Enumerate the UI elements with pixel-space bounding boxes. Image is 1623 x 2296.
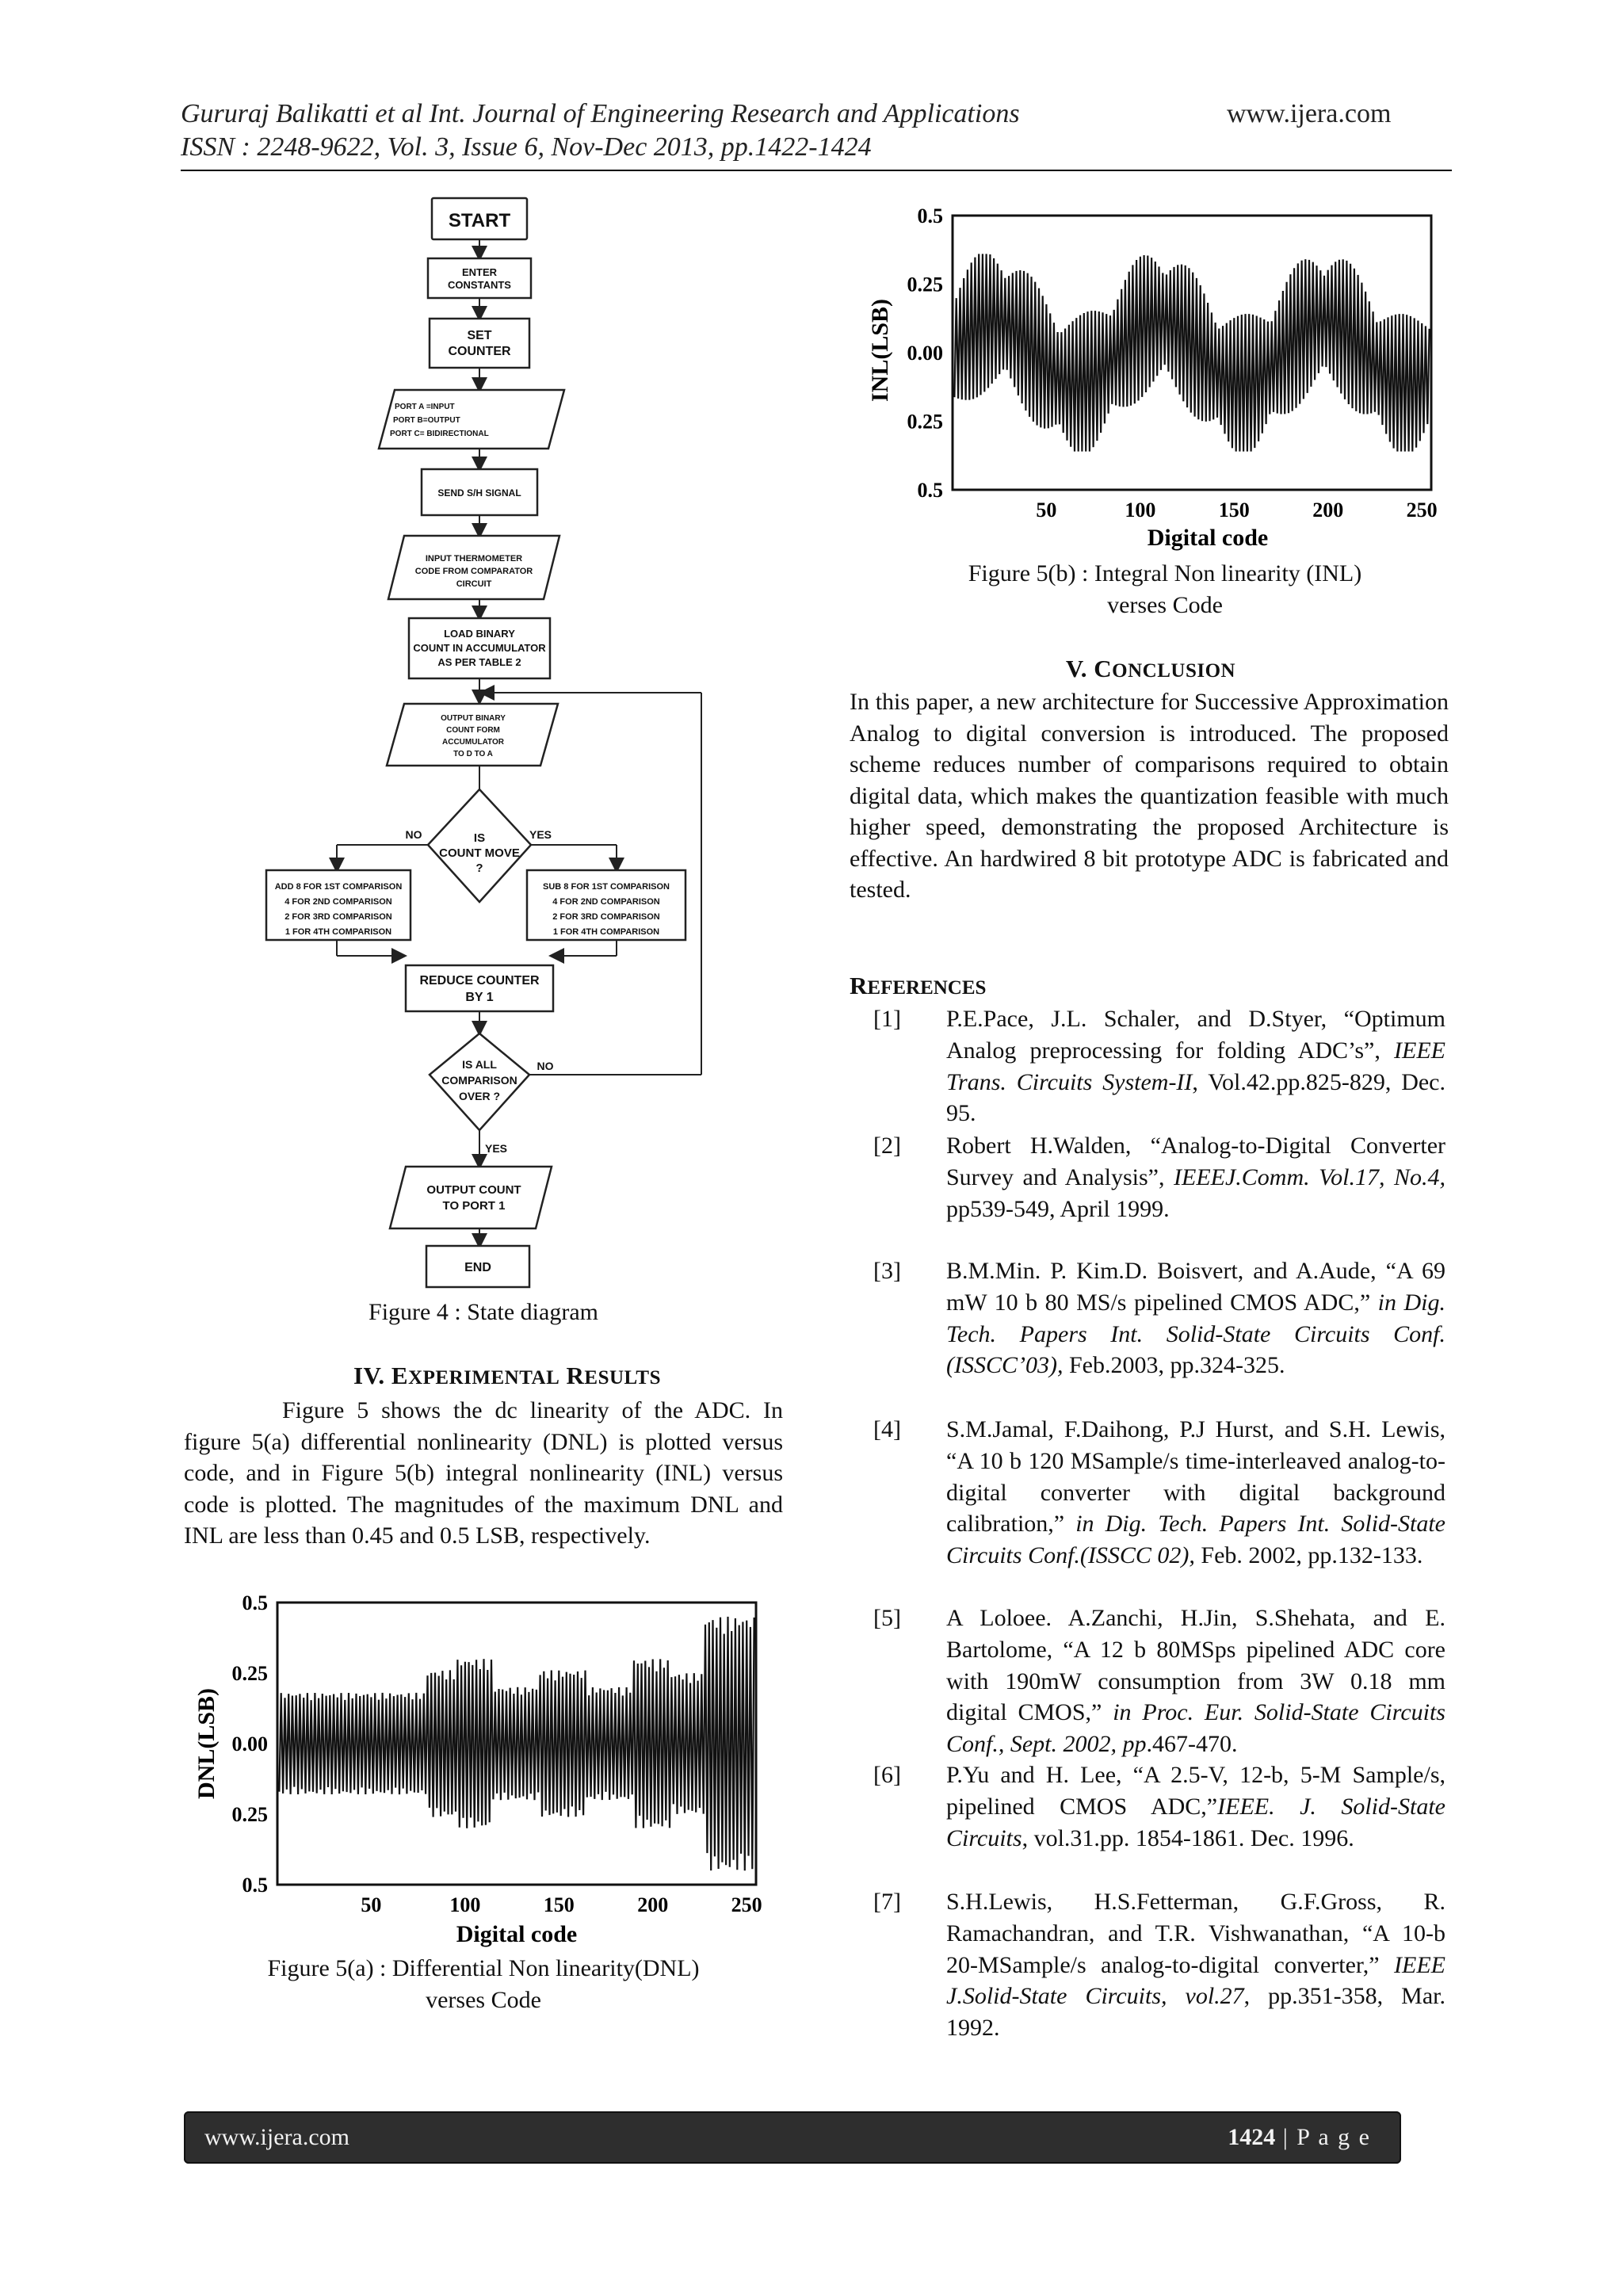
header-rule: [181, 170, 1452, 171]
figure4-caption: Figure 4 : State diagram: [369, 1299, 598, 1325]
inl-xtick-label: 150: [1218, 499, 1250, 521]
svg-text:NO: NO: [537, 1060, 554, 1072]
svg-text:4 FOR 2ND COMPARISON: 4 FOR 2ND COMPARISON: [552, 897, 660, 907]
running-header-issn: ISSN : 2248-9622, Vol. 3, Issue 6, Nov-Dec 2013, pp.1422-1424: [181, 132, 872, 162]
svg-text:ACCUMULATOR: ACCUMULATOR: [442, 738, 504, 747]
dnl-xtick-label: 50: [361, 1893, 382, 1916]
dnl-ytick-label: 0.5: [242, 1591, 268, 1614]
figure5b-caption-line1: Figure 5(b) : Integral Non linearity (INL): [968, 560, 1362, 586]
svg-text:LOAD BINARY: LOAD BINARY: [444, 628, 515, 640]
inl-chart: [861, 200, 1463, 556]
svg-text:ENTER: ENTER: [461, 266, 498, 278]
svg-text:SUB 8 FOR 1ST COMPARISON: SUB 8 FOR 1ST COMPARISON: [543, 882, 670, 892]
running-header-website[interactable]: www.ijera.com: [1227, 99, 1392, 128]
svg-text:ADD 8 FOR 1ST COMPARISON: ADD 8 FOR 1ST COMPARISON: [274, 882, 403, 892]
svg-text:PORT A =INPUT: PORT A =INPUT: [395, 403, 455, 411]
dnl-ytick-label: 0.25: [231, 1803, 268, 1826]
dnl-xtick-label: 100: [449, 1893, 481, 1916]
inl-ytick-label: 0.25: [907, 273, 943, 296]
svg-text:IS: IS: [473, 831, 486, 845]
reference-2: [2] Robert H.Walden, “Analog-to-Digital Converter Survey and Analysis”, IEEEJ.Comm. Vol.17, No.4, pp539-549, April 1999.: [873, 1133, 1446, 1222]
svg-text:OUTPUT COUNT: OUTPUT COUNT: [426, 1183, 521, 1197]
dnl-xlabel: Digital code: [456, 1921, 578, 1947]
figure5a-caption-line1: Figure 5(a) : Differential Non linearity(DNL): [267, 1955, 700, 1981]
inl-ytick-label: 0.00: [907, 342, 943, 365]
inl-xtick-label: 250: [1406, 499, 1438, 521]
svg-text:AS PER TABLE 2: AS PER TABLE 2: [437, 656, 521, 668]
svg-text:COMPARISON: COMPARISON: [441, 1074, 517, 1087]
inl-xlabel: Digital code: [1147, 525, 1269, 551]
dnl-xtick-label: 200: [637, 1893, 669, 1916]
section4-title: IV. EXPERIMENTAL RESULTS: [353, 1362, 662, 1389]
svg-text:2 FOR 3RD COMPARISON: 2 FOR 3RD COMPARISON: [285, 912, 392, 922]
dnl-ylabel: DNL(LSB): [193, 1687, 220, 1800]
svg-text:YES: YES: [529, 828, 552, 841]
reference-3: [3] B.M.Min. P. Kim.D. Boisvert, and A.Aude, “A 69 mW 10 b 80 MS/s pipelined CMOS ADC,” in Dig. Tech. Papers Int. Solid-State Circuits Conf.(ISSCC’03), Feb.2003, pp.324-325.: [873, 1258, 1445, 1379]
flow-start: START: [448, 210, 511, 231]
svg-text:COUNT FORM: COUNT FORM: [446, 726, 500, 735]
svg-text:NO: NO: [405, 828, 422, 841]
reference-4: [4] S.M.Jamal, F.Daihong, P.J Hurst, and S.H. Lewis, “A 10 b 120 MSample/s time-interleaved analog-to-digital converter with digital background calibration,” in Dig. Tech. Papers Int. Solid-State Circuits Conf.(ISSCC 02), Feb. 2002, pp.132-133.: [873, 1416, 1446, 1569]
dnl-ytick-label: 0.25: [231, 1662, 268, 1685]
svg-text:CODE FROM COMPARATOR: CODE FROM COMPARATOR: [414, 567, 533, 576]
svg-text:4 FOR 2ND COMPARISON: 4 FOR 2ND COMPARISON: [285, 897, 392, 907]
svg-text:PORT C= BIDIRECTIONAL: PORT C= BIDIRECTIONAL: [390, 430, 489, 438]
references-title: REFERENCES: [850, 972, 987, 999]
svg-text:END: END: [464, 1261, 491, 1274]
footer-page-number: 1424 | P a g e: [1228, 2124, 1371, 2150]
section5-paragraph: In this paper, a new architecture for Successive Approximation Analog to digital conversion is introduced. The proposed scheme reduces number of comparisons required to obtain digital data, which makes the quantization feasible with much higher speed, demonstrating the proposed Architecture is effective. An hardwired 8 bit prototype ADC is fabricated and tested.: [850, 689, 1449, 903]
inl-xtick-label: 200: [1312, 499, 1344, 521]
state-diagram-flowchart: [254, 187, 713, 1297]
svg-text:PORT B=OUTPUT: PORT B=OUTPUT: [393, 416, 460, 425]
section5-title: V. CONCLUSION: [1065, 655, 1236, 682]
inl-ytick-label: 0.25: [907, 410, 943, 434]
section4-paragraph: Figure 5 shows the dc linearity of the ADC. In figure 5(a) differential nonlinearity (DNL) is plotted versus code, and in Figure 5(b) integral nonlinearity (INL) versus code is plotted. The magnitudes of the maximum DNL and INL are less than 0.45 and 0.5 LSB, respectively.: [184, 1397, 783, 1549]
inl-ytick-label: 0.5: [917, 204, 943, 227]
dnl-chart: [187, 1585, 789, 1958]
svg-text:TO PORT 1: TO PORT 1: [442, 1199, 506, 1213]
svg-text:SEND S/H SIGNAL: SEND S/H SIGNAL: [437, 487, 521, 499]
svg-text:CONSTANTS: CONSTANTS: [448, 279, 511, 291]
svg-text:BY 1: BY 1: [465, 991, 494, 1004]
svg-text:COUNTER: COUNTER: [448, 345, 511, 358]
inl-ylabel: INL(LSB): [867, 298, 893, 403]
svg-text:IS ALL: IS ALL: [462, 1058, 497, 1071]
svg-text:YES: YES: [484, 1142, 508, 1155]
svg-text:TO D TO A: TO D TO A: [453, 750, 493, 758]
svg-text:1 FOR 4TH COMPARISON: 1 FOR 4TH COMPARISON: [552, 927, 660, 937]
reference-6: [6] P.Yu and H. Lee, “A 2.5-V, 12-b, 5-M Sample/s, pipelined CMOS ADC,”IEEE. J. Solid-State Circuits, vol.31.pp. 1854-1861. Dec. 1996.: [873, 1762, 1445, 1851]
svg-text:REDUCE COUNTER: REDUCE COUNTER: [419, 974, 540, 988]
figure5a-caption-line2: verses Code: [426, 1987, 541, 2013]
footer-website[interactable]: www.ijera.com: [204, 2124, 349, 2150]
dnl-ytick-label: 0.00: [231, 1733, 268, 1755]
svg-text:CIRCUIT: CIRCUIT: [456, 579, 492, 589]
dnl-xtick-label: 250: [731, 1893, 762, 1916]
svg-text:?: ?: [475, 861, 483, 875]
svg-text:COUNT MOVE: COUNT MOVE: [439, 846, 520, 860]
inl-xtick-label: 50: [1036, 499, 1057, 521]
inl-ytick-label: 0.5: [917, 479, 943, 502]
reference-5: [5] A Loloee. A.Zanchi, H.Jin, S.Shehata, and E. Bartolome, “A 12 b 80MSps pipelined ADC core with 190mW consumption from 3W 0.18 mm digital CMOS,” in Proc. Eur. Solid-State Circuits Conf., Sept. 2002, pp.467-470.: [873, 1605, 1445, 1758]
reference-1: [1] P.E.Pace, J.L. Schaler, and D.Styer, “Optimum Analog preprocessing for folding ADC’s”, IEEE Trans. Circuits System-II, Vol.42.pp.825-829, Dec. 95.: [873, 1006, 1445, 1127]
figure5b-caption-line2: verses Code: [1107, 592, 1223, 618]
dnl-xtick-label: 150: [543, 1893, 575, 1916]
svg-text:INPUT THERMOMETER: INPUT THERMOMETER: [425, 554, 523, 563]
svg-text:OUTPUT BINARY: OUTPUT BINARY: [441, 714, 506, 723]
footer-bar: [184, 2111, 1401, 2164]
reference-7: [7] S.H.Lewis, H.S.Fetterman, G.F.Gross, R. Ramachandran, and T.R. Vishwanathan, “A 10-b 20-MSample/s analog-to-digital converter,” IEEE J.Solid-State Circuits, vol.27, pp.351-358, Mar. 1992.: [873, 1889, 1445, 2042]
running-header-journal: Gururaj Balikatti et al Int. Journal of Engineering Research and Applications: [181, 99, 1020, 128]
svg-text:OVER ?: OVER ?: [458, 1090, 501, 1102]
svg-text:2 FOR 3RD COMPARISON: 2 FOR 3RD COMPARISON: [552, 912, 660, 922]
dnl-ytick-label: 0.5: [242, 1874, 268, 1897]
inl-xtick-label: 100: [1125, 499, 1156, 521]
svg-text:1 FOR 4TH COMPARISON: 1 FOR 4TH COMPARISON: [285, 927, 392, 937]
svg-text:COUNT IN ACCUMULATOR: COUNT IN ACCUMULATOR: [413, 642, 546, 654]
svg-text:SET: SET: [467, 329, 492, 342]
